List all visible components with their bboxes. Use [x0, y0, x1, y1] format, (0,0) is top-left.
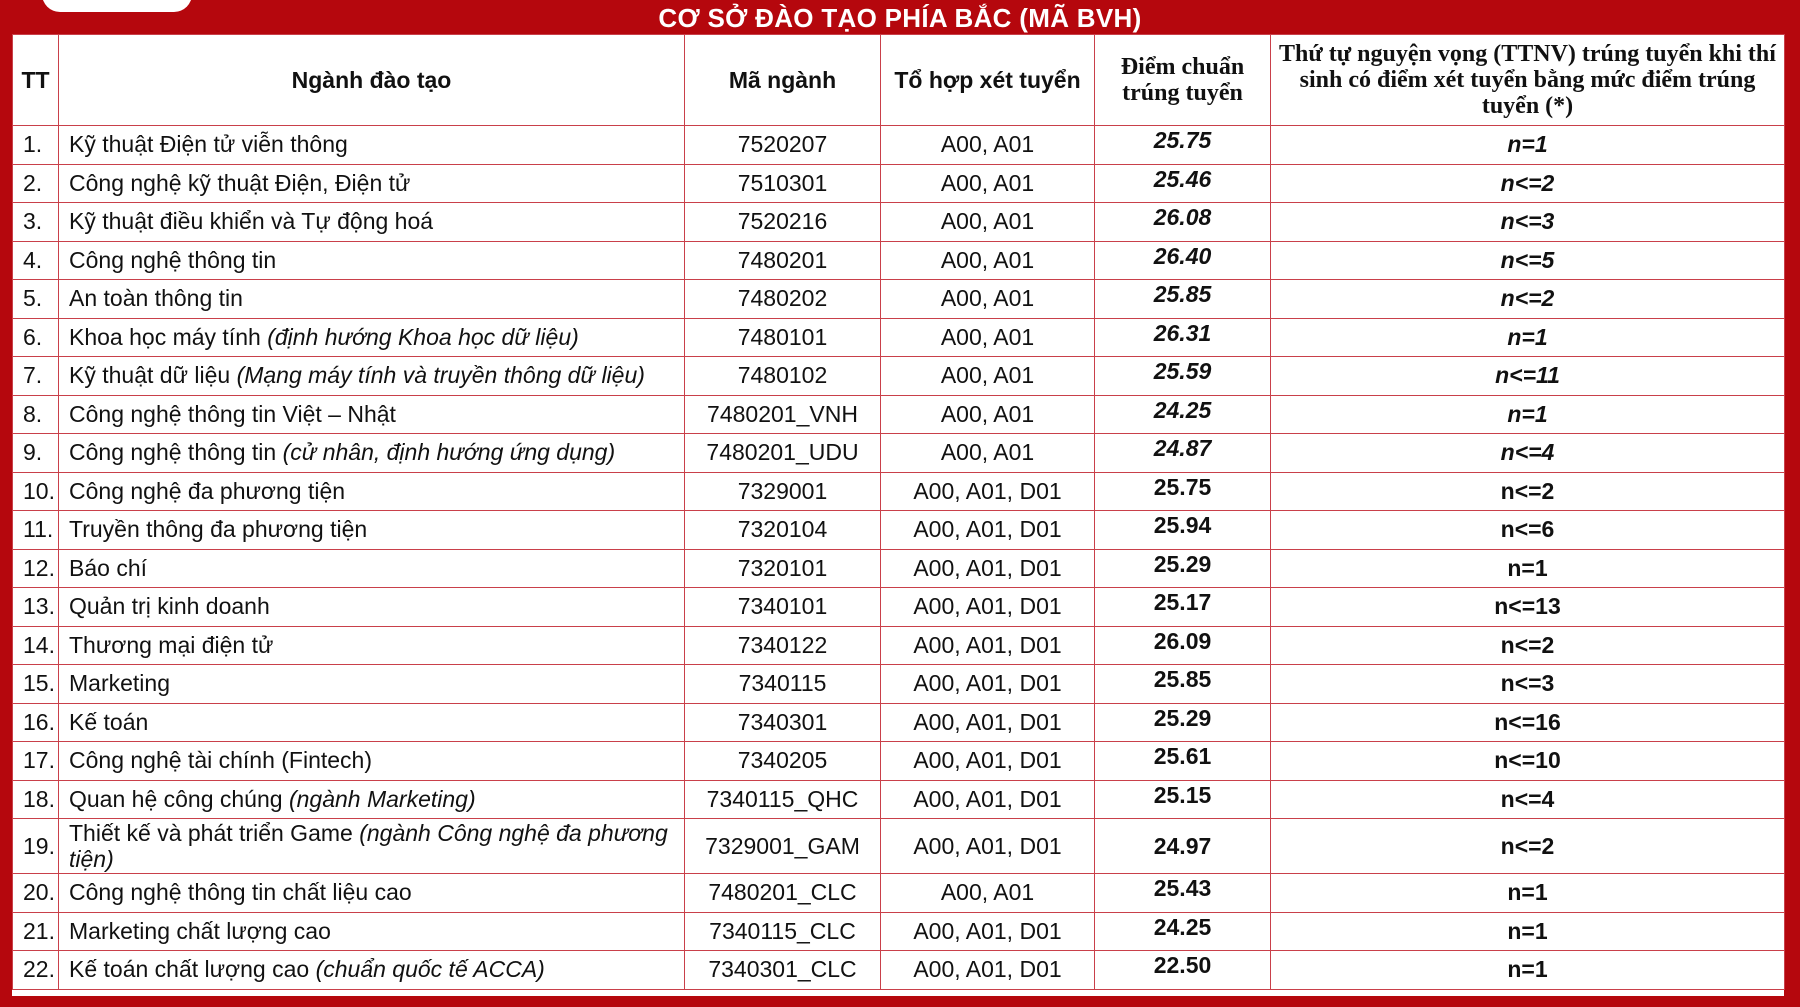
cutoff-score: 25.94 [1095, 511, 1271, 550]
table-row [13, 318, 1785, 357]
row-number: 1. [13, 126, 59, 165]
subject-combination: A00, A01, D01 [881, 780, 1095, 819]
major-code: 7320101 [685, 549, 881, 588]
major-name-text: Kế toán chất lượng cao [69, 956, 316, 983]
subject-combination: A00, A01, D01 [881, 588, 1095, 627]
wish-order: n=1 [1271, 874, 1785, 913]
subject-combination: A00, A01, D01 [881, 819, 1095, 874]
table-row [13, 241, 1785, 280]
row-number: 22. [13, 951, 59, 990]
major-code: 7480201 [685, 241, 881, 280]
wish-order: n<=2 [1271, 164, 1785, 203]
cutoff-score: 26.31 [1095, 318, 1271, 357]
table-row [13, 951, 1785, 990]
row-number: 14. [13, 626, 59, 665]
subject-combination: A00, A01, D01 [881, 549, 1095, 588]
major-name-text: Kỹ thuật Điện tử viễn thông [69, 131, 348, 158]
row-number: 12. [13, 549, 59, 588]
major-code: 7329001 [685, 472, 881, 511]
major-name-text: Marketing [69, 670, 170, 697]
wish-order: n<=6 [1271, 511, 1785, 550]
major-name [59, 126, 685, 165]
major-code: 7329001_GAM [685, 819, 881, 874]
wish-order: n<=2 [1271, 472, 1785, 511]
wish-order: n=1 [1271, 912, 1785, 951]
cutoff-score: 26.09 [1095, 626, 1271, 665]
row-number: 5. [13, 280, 59, 319]
table-row [13, 874, 1785, 913]
major-name-text: Công nghệ thông tin chất liệu cao [69, 879, 412, 906]
cutoff-score: 26.08 [1095, 203, 1271, 242]
table-row [13, 395, 1785, 434]
major-code: 7480101 [685, 318, 881, 357]
major-code: 7520207 [685, 126, 881, 165]
wish-order: n=1 [1271, 126, 1785, 165]
major-name-text: Công nghệ đa phương tiện [69, 477, 346, 504]
wish-order: n<=4 [1271, 780, 1785, 819]
cutoff-score: 25.46 [1095, 164, 1271, 203]
major-name-text: Công nghệ thông tin [69, 246, 277, 273]
major-name [59, 164, 685, 203]
major-note: (Mạng máy tính và truyền thông dữ liệu) [236, 362, 645, 389]
major-name [59, 395, 685, 434]
wish-order: n<=13 [1271, 588, 1785, 627]
cutoff-score: 25.75 [1095, 126, 1271, 165]
subject-combination: A00, A01, D01 [881, 665, 1095, 704]
major-name [59, 280, 685, 319]
major-code: 7520216 [685, 203, 881, 242]
major-name [59, 874, 685, 913]
cutoff-score: 22.50 [1095, 951, 1271, 990]
cutoff-score: 25.43 [1095, 874, 1271, 913]
subject-combination: A00, A01, D01 [881, 511, 1095, 550]
major-name [59, 357, 685, 396]
major-name-text: Kỹ thuật điều khiển và Tự động hoá [69, 208, 434, 235]
major-code: 7510301 [685, 164, 881, 203]
wish-order: n<=3 [1271, 665, 1785, 704]
major-code: 7340115_QHC [685, 780, 881, 819]
major-code: 7480102 [685, 357, 881, 396]
major-name [59, 241, 685, 280]
subject-combination: A00, A01, D01 [881, 951, 1095, 990]
row-number: 20. [13, 874, 59, 913]
header-tt: TT [13, 35, 59, 126]
cutoff-score: 26.40 [1095, 241, 1271, 280]
table-row [13, 280, 1785, 319]
header-combo: Tổ hợp xét tuyển [881, 35, 1095, 126]
table-row [13, 549, 1785, 588]
admission-table-sheet [12, 34, 1784, 996]
table-row [13, 626, 1785, 665]
wish-order: n=1 [1271, 395, 1785, 434]
cutoff-score: 25.85 [1095, 280, 1271, 319]
header-score: Điểm chuẩn trúng tuyển [1095, 35, 1271, 126]
major-name-text: Quan hệ công chúng [69, 785, 289, 812]
row-number: 2. [13, 164, 59, 203]
row-number: 11. [13, 511, 59, 550]
major-note: (cử nhân, định hướng ứng dụng) [282, 439, 616, 466]
subject-combination: A00, A01 [881, 434, 1095, 473]
table-row [13, 434, 1785, 473]
table-body [13, 126, 1785, 990]
table-row [13, 819, 1785, 874]
major-name [59, 780, 685, 819]
row-number: 13. [13, 588, 59, 627]
major-name-text: Công nghệ tài chính (Fintech) [69, 747, 373, 774]
major-name [59, 588, 685, 627]
major-note: (ngành Công nghệ đa phương tiện) [69, 820, 668, 872]
major-code: 7340122 [685, 626, 881, 665]
major-name-text: Marketing chất lượng cao [69, 917, 331, 944]
major-code: 7480201_CLC [685, 874, 881, 913]
subject-combination: A00, A01, D01 [881, 626, 1095, 665]
major-name [59, 626, 685, 665]
row-number: 19. [13, 819, 59, 874]
wish-order: n<=10 [1271, 742, 1785, 781]
major-note: (chuẩn quốc tế ACCA) [315, 956, 545, 983]
major-name [59, 511, 685, 550]
cutoff-score: 25.61 [1095, 742, 1271, 781]
major-name-text: Kế toán [69, 708, 149, 735]
row-number: 21. [13, 912, 59, 951]
major-name [59, 742, 685, 781]
subject-combination: A00, A01, D01 [881, 742, 1095, 781]
table-row [13, 742, 1785, 781]
major-name-text: Quản trị kinh doanh [69, 593, 270, 620]
wish-order: n=1 [1271, 318, 1785, 357]
cutoff-score: 24.97 [1095, 819, 1271, 874]
table-row [13, 511, 1785, 550]
header-major: Ngành đào tạo [59, 35, 685, 126]
wish-order: n<=4 [1271, 434, 1785, 473]
row-number: 4. [13, 241, 59, 280]
major-note: (ngành Marketing) [288, 785, 476, 812]
wish-order: n<=16 [1271, 703, 1785, 742]
major-name-text: An toàn thông tin [69, 285, 243, 312]
wish-order: n=1 [1271, 951, 1785, 990]
page-title: CƠ SỞ ĐÀO TẠO PHÍA BẮC (MÃ BVH) [658, 3, 1142, 33]
major-name-text: Thương mại điện tử [69, 631, 274, 658]
header-ttnv: Thứ tự nguyện vọng (TTNV) trúng tuyển khi thí sinh có điểm xét tuyển bằng mức điểm trúng tuyển (*) [1271, 35, 1785, 126]
admission-scores-table [12, 34, 1785, 990]
cutoff-score: 25.75 [1095, 472, 1271, 511]
wish-order: n<=5 [1271, 241, 1785, 280]
subject-combination: A00, A01 [881, 241, 1095, 280]
table-row [13, 588, 1785, 627]
wish-order: n<=11 [1271, 357, 1785, 396]
table-row [13, 357, 1785, 396]
major-name [59, 912, 685, 951]
cutoff-score: 25.29 [1095, 703, 1271, 742]
row-number: 3. [13, 203, 59, 242]
major-code: 7340301 [685, 703, 881, 742]
major-name [59, 665, 685, 704]
major-name-text: Công nghệ thông tin [69, 439, 283, 466]
major-name-text: Thiết kế và phát triển Game [69, 820, 360, 846]
subject-combination: A00, A01, D01 [881, 703, 1095, 742]
major-name [59, 203, 685, 242]
table-row [13, 164, 1785, 203]
row-number: 7. [13, 357, 59, 396]
row-number: 15. [13, 665, 59, 704]
table-row [13, 665, 1785, 704]
cutoff-score: 24.25 [1095, 395, 1271, 434]
wish-order: n<=2 [1271, 819, 1785, 874]
subject-combination: A00, A01 [881, 874, 1095, 913]
major-code: 7340101 [685, 588, 881, 627]
subject-combination: A00, A01, D01 [881, 472, 1095, 511]
wish-order: n=1 [1271, 549, 1785, 588]
major-name [59, 819, 685, 874]
major-name [59, 951, 685, 990]
cutoff-score: 24.87 [1095, 434, 1271, 473]
row-number: 16. [13, 703, 59, 742]
major-name-text: Truyền thông đa phương tiện [69, 516, 368, 543]
row-number: 18. [13, 780, 59, 819]
cutoff-score: 25.17 [1095, 588, 1271, 627]
subject-combination: A00, A01 [881, 280, 1095, 319]
row-number: 9. [13, 434, 59, 473]
table-row [13, 203, 1785, 242]
header-code: Mã ngành [685, 35, 881, 126]
major-note: (định hướng Khoa học dữ liệu) [267, 323, 579, 350]
wish-order: n<=2 [1271, 280, 1785, 319]
major-code: 7320104 [685, 511, 881, 550]
subject-combination: A00, A01 [881, 164, 1095, 203]
major-name-text: Khoa học máy tính [69, 323, 268, 350]
cutoff-score: 25.29 [1095, 549, 1271, 588]
major-name [59, 703, 685, 742]
major-code: 7340115 [685, 665, 881, 704]
header-row [13, 35, 1785, 126]
major-name [59, 472, 685, 511]
row-number: 17. [13, 742, 59, 781]
table-row [13, 780, 1785, 819]
cutoff-score: 25.15 [1095, 780, 1271, 819]
major-name [59, 318, 685, 357]
table-row [13, 912, 1785, 951]
major-code: 7480202 [685, 280, 881, 319]
table-row [13, 472, 1785, 511]
subject-combination: A00, A01 [881, 203, 1095, 242]
major-code: 7340205 [685, 742, 881, 781]
subject-combination: A00, A01, D01 [881, 912, 1095, 951]
major-name-text: Công nghệ kỹ thuật Điện, Điện tử [69, 169, 411, 196]
major-name-text: Báo chí [69, 554, 147, 581]
major-code: 7480201_UDU [685, 434, 881, 473]
major-name [59, 434, 685, 473]
subject-combination: A00, A01 [881, 126, 1095, 165]
wish-order: n<=2 [1271, 626, 1785, 665]
major-code: 7340115_CLC [685, 912, 881, 951]
row-number: 6. [13, 318, 59, 357]
cutoff-score: 25.85 [1095, 665, 1271, 704]
major-name [59, 549, 685, 588]
row-number: 8. [13, 395, 59, 434]
table-row [13, 126, 1785, 165]
cutoff-score: 25.59 [1095, 357, 1271, 396]
subject-combination: A00, A01 [881, 395, 1095, 434]
major-code: 7480201_VNH [685, 395, 881, 434]
row-number: 10. [13, 472, 59, 511]
major-name-text: Kỹ thuật dữ liệu [69, 362, 237, 389]
wish-order: n<=3 [1271, 203, 1785, 242]
major-name-text: Công nghệ thông tin Việt – Nhật [69, 400, 396, 427]
cutoff-score: 24.25 [1095, 912, 1271, 951]
subject-combination: A00, A01 [881, 357, 1095, 396]
subject-combination: A00, A01 [881, 318, 1095, 357]
table-row [13, 703, 1785, 742]
major-code: 7340301_CLC [685, 951, 881, 990]
